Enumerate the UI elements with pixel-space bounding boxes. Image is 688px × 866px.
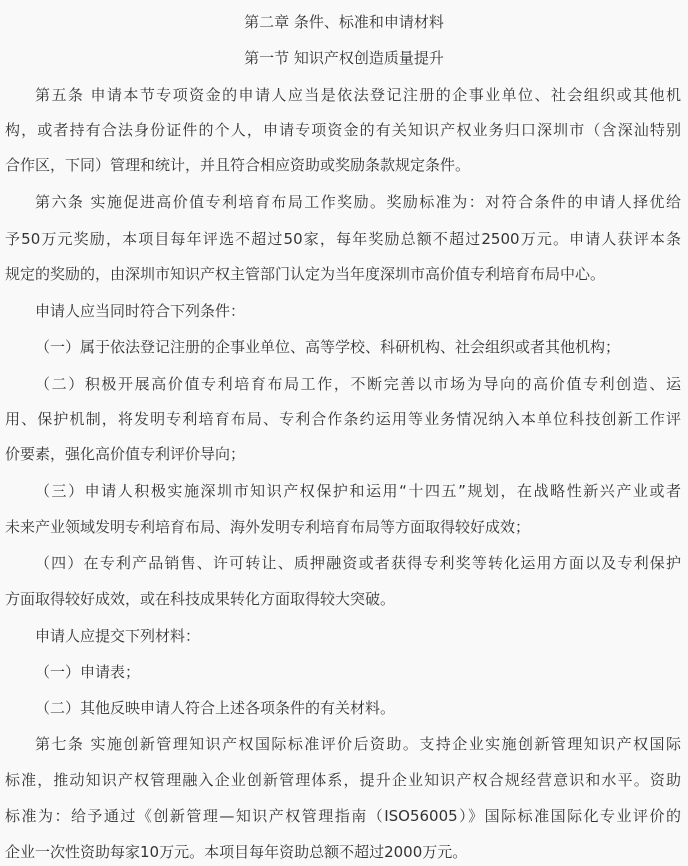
section-title: 第一节 知识产权创造质量提升 bbox=[244, 49, 444, 67]
article-7-line-2: 标准，推动知识产权管理融入企业创新管理体系，提升企业知识产权合规经营意识和水平。资助 bbox=[5, 771, 681, 789]
conditions-intro: 申请人应当同时符合下列条件： bbox=[35, 302, 246, 320]
article-5-line-2: 构，或者持有合法身份证件的个人，申请专项资金的有关知识产权业务归口深圳市（含深汕特别 bbox=[5, 121, 681, 139]
article-6-line-1: 第六条 实施促进高价值专利培育布局工作奖励。奖励标准为：对符合条件的申请人择优给 bbox=[35, 193, 681, 211]
condition-4-line-1: （四）在专利产品销售、许可转让、质押融资或者获得专利奖等转化运用方面以及专利保护 bbox=[35, 554, 681, 572]
article-5-line-1: 第五条 申请本节专项资金的申请人应当是依法登记注册的企事业单位、社会组织或其他机 bbox=[35, 86, 681, 104]
article-7-line-4: 企业一次性资助每家10万元。本项目每年资助总额不超过2000万元。 bbox=[5, 843, 468, 861]
article-5-line-3: 合作区，下同）管理和统计，并且符合相应资助或奖励条款规定条件。 bbox=[5, 156, 471, 174]
article-6-line-3: 规定的奖励的，由深圳市知识产权主管部门认定为当年度深圳市高价值专利培育布局中心。 bbox=[5, 265, 606, 283]
materials-intro: 申请人应提交下列材料： bbox=[35, 627, 201, 645]
condition-4-line-2: 方面取得较好成效，或在科技成果转化方面取得较大突破。 bbox=[5, 590, 396, 608]
article-7-line-1: 第七条 实施创新管理知识产权国际标准评价后资助。支持企业实施创新管理知识产权国际 bbox=[35, 735, 681, 753]
article-7-line-3: 标准为：给予通过《创新管理—知识产权管理指南（ISO56005）》国际标准国际化专业评价的 bbox=[5, 807, 681, 825]
material-2: （二）其他反映申请人符合上述各项条件的有关材料。 bbox=[35, 699, 396, 717]
material-1: （一）申请表； bbox=[35, 663, 141, 681]
condition-2-line-2: 用、保护机制，将发明专利培育布局、专利合作条约运用等业务情况纳入本单位科技创新工作评 bbox=[5, 410, 681, 428]
condition-3-line-2: 未来产业领域发明专利培育布局、海外发明专利培育布局等方面取得较好成效； bbox=[5, 518, 531, 536]
article-6-line-2: 予50万元奖励，本项目每年评选不超过50家，每年奖励总额不超过2500万元。申请人获评本条 bbox=[5, 230, 681, 248]
condition-2-line-1: （二）积极开展高价值专利培育布局工作，不断完善以市场为导向的高价值专利创造、运 bbox=[35, 375, 681, 393]
condition-3-line-1: （三）申请人积极实施深圳市知识产权保护和运用“十四五”规划，在战略性新兴产业或者 bbox=[35, 482, 681, 500]
chapter-title: 第二章 条件、标准和申请材料 bbox=[244, 13, 444, 31]
condition-2-line-3: 价要素，强化高价值专利评价导向； bbox=[5, 445, 246, 463]
condition-1: （一）属于依法登记注册的企事业单位、高等学校、科研机构、社会组织或者其他机构； bbox=[35, 338, 621, 356]
